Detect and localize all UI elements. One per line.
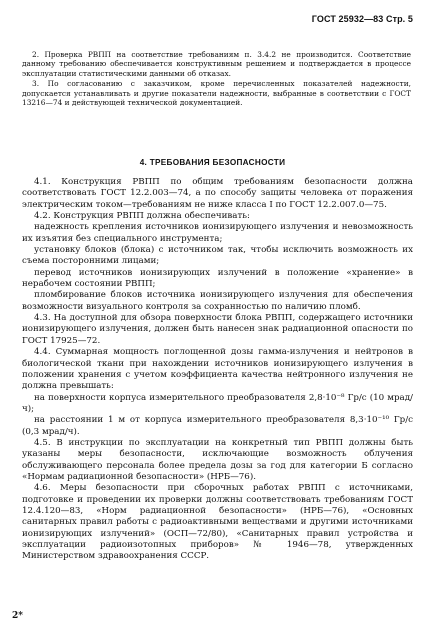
body-text bbox=[22, 176, 413, 563]
paragraph-4-4-item: на поверхности корпуса измерительного преобразователя 2,8·10⁻⁸ Гр/с (10 мрад/ч); bbox=[22, 392, 413, 414]
paragraph-4-2-item: установку блоков (блока) с источником так, чтобы исключить возможность их съема посторонними лицами; bbox=[22, 245, 413, 267]
paragraph-4-1: 4.1. Конструкция РВПП по общим требованиям безопасности должна соответствовать ГОСТ 12.2.003—74, а по способу защиты человека от поражения электрическим током—требованиям не ниже класса I по ГОСТ 12.2.007.0—75. bbox=[22, 177, 413, 210]
page-header: ГОСТ 25932—83 Стр. 5 bbox=[311, 14, 413, 24]
note-paragraph: 2. Проверка РВПП на соответствие требованиям п. 3.4.2 не производится. Соответствие данному требованию обеспечивается конструктивным решением и подтверждается в процессе эксплуатации статистическими данными об отказах. bbox=[22, 50, 411, 78]
note-paragraph: 3. По согласованию с заказчиком, кроме перечисленных показателей надежности, допускается устанавливать и другие показатели надежности, выбранные в соответствии с ГОСТ 13216—74 и действующей технической документацией. bbox=[22, 79, 411, 108]
paragraph-4-3: 4.3. На доступной для обзора поверхности блока РВПП, содержащего источники ионизирующего излучения, должен быть нанесен знак радиационной опасности по ГОСТ 17925—72. bbox=[22, 313, 413, 346]
page-footer-mark: 2* bbox=[12, 611, 23, 621]
paragraph-4-5: 4.5. В инструкции по эксплуатации на конкретный тип РВПП должны быть указаны меры безопасности, исключающие возможность облучения обслуживающего персонала более предела дозы за год для категории Б согласно «Нормам радиационной безопасности» (НРБ—76). bbox=[22, 437, 413, 482]
notes-block bbox=[22, 50, 411, 107]
paragraph-4-2-item: надежность крепления источников ионизирующего излучения и невозможность их изъятия без специального инструмента; bbox=[22, 222, 413, 244]
paragraph-4-4: 4.4. Суммарная мощность поглощенной дозы гамма-излучения и нейтронов в биологической ткани при нахождении источников ионизирующего излучения в положении хранения с учетом коэффициента качества нейтронного излучения не должна превышать: bbox=[22, 347, 413, 392]
section-title: 4. ТРЕБОВАНИЯ БЕЗОПАСНОСТИ bbox=[139, 158, 286, 167]
paragraph-4-2-item: перевод источников ионизирующих излучений в положение «хранение» в нерабочем состоянии РВПП; bbox=[22, 267, 413, 290]
paragraph-4-2: 4.2. Конструкция РВПП должна обеспечивать: bbox=[34, 211, 250, 222]
paragraph-4-6: 4.6. Меры безопасности при сборочных работах РВПП с источниками, подготовке и проведении их проверки должны соответствовать требованиям ГОСТ 12.4.120—83, «Норм радиационной безопасности» (НРБ—76), «Основных санитарных правил работы с радиоактивными веществами и другими источниками ионизирующих излучений» (ОСП—72/80), «Санитарных правил устройства и эксплуатации радиоизотопных приборов» № 1946—78, утвержденных Министерством здравоохранения СССР. bbox=[22, 483, 413, 562]
paragraph-4-4-item: на расстоянии 1 м от корпуса измерительного преобразователя 8,3·10⁻¹⁰ Гр/с (0,3 мрад/ч). bbox=[22, 415, 413, 437]
paragraph-4-2-item: пломбирование блоков источника ионизирующего излучения для обеспечения возможности визуального контроля за сохранностью по наличию пломб. bbox=[22, 290, 413, 312]
